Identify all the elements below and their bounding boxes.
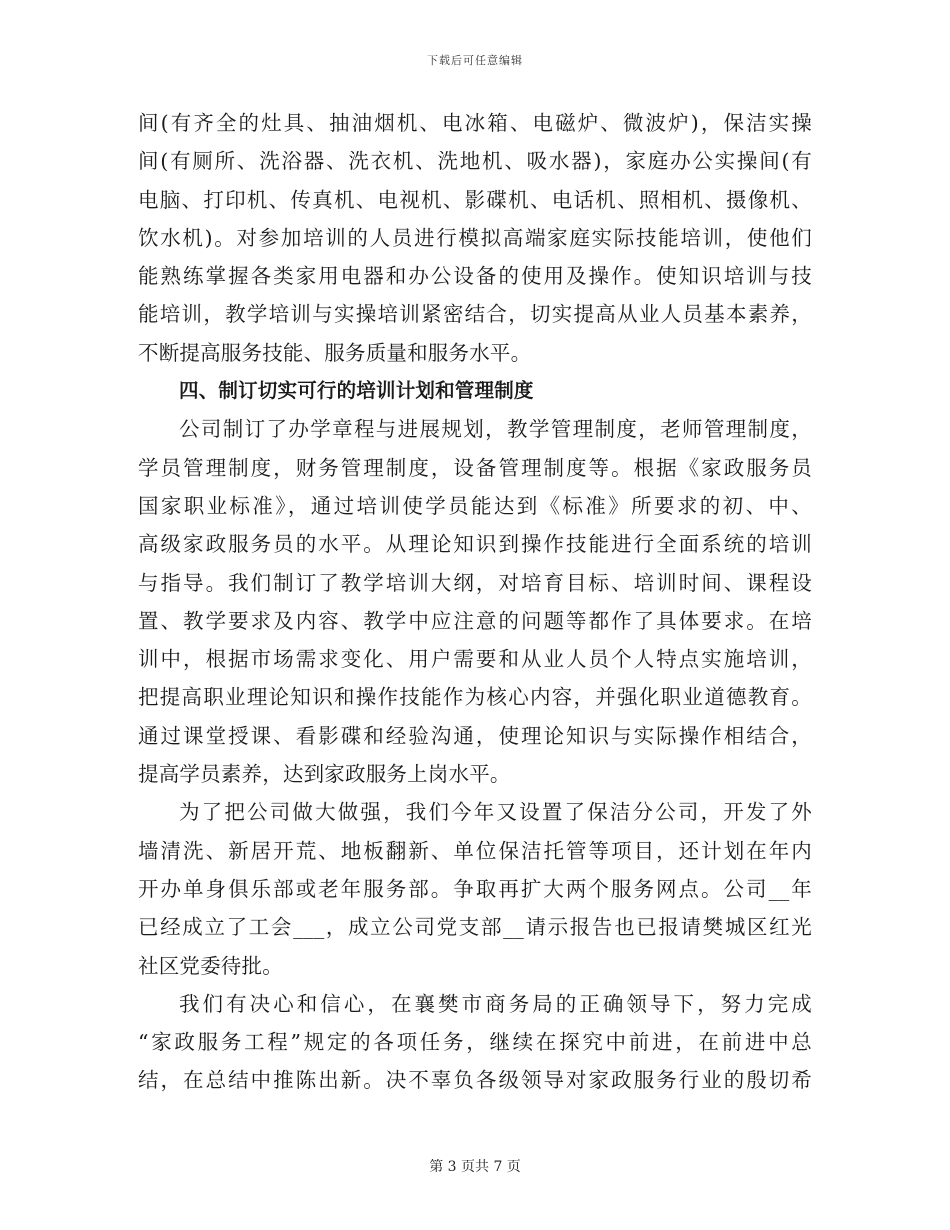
body-line: 墙清洗、新居开荒、地板翻新、单位保洁托管等项目，还计划在年内	[138, 838, 812, 863]
body-line: 结，在总结中推陈出新。决不辜负各级领导对家政服务行业的殷切希	[138, 1068, 812, 1093]
body-line: “家政服务工程”规定的各项任务，继续在探究中前进，在前进中总	[138, 1030, 812, 1055]
paragraph-first-line: 我们有决心和信心，在襄樊市商务局的正确领导下，努力完成	[179, 991, 812, 1016]
body-line: 间(有厕所、洗浴器、洗衣机、洗地机、吸水器)，家庭办公实操间(有	[138, 149, 812, 174]
page-number: 第 3 页共 7 页	[429, 1159, 521, 1175]
body-line: 电脑、打印机、传真机、电视机、影碟机、电话机、照相机、摄像机、	[138, 187, 812, 212]
body-line: 能熟练掌握各类家用电器和办公设备的使用及操作。使知识培训与技	[138, 264, 812, 289]
body-line: 学员管理制度，财务管理制度，设备管理制度等。根据《家政服务员	[138, 455, 812, 480]
body-line: 开办单身俱乐部或老年服务部。争取再扩大两个服务网点。公司__年	[138, 876, 812, 901]
body-line: 高级家政服务员的水平。从理论知识到操作技能进行全面系统的培训	[138, 532, 812, 557]
paragraph-first-line: 为了把公司做大做强，我们今年又设置了保洁分公司，开发了外	[179, 800, 812, 825]
page-header: 下载后可任意编辑	[427, 54, 523, 67]
body-line: 饮水机)。对参加培训的人员进行模拟高端家庭实际技能培训，使他们	[138, 225, 812, 250]
section-heading: 四、制订切实可行的培训计划和管理制度	[179, 379, 534, 403]
body-line: 已经成立了工会___，成立公司党支部__请示报告也已报请樊城区红光	[138, 915, 812, 940]
body-line: 把提高职业理论知识和操作技能作为核心内容，并强化职业道德教育。	[138, 685, 812, 710]
paragraph-first-line: 公司制订了办学章程与进展规划，教学管理制度，老师管理制度，	[179, 417, 812, 442]
body-line: 能培训，教学培训与实操培训紧密结合，切实提高从业人员基本素养，	[138, 302, 812, 327]
body-line: 间(有齐全的灶具、抽油烟机、电冰箱、电磁炉、微波炉)，保洁实操	[138, 111, 812, 135]
body-line: 训中，根据市场需求变化、用户需要和从业人员个人特点实施培训，	[138, 647, 812, 672]
body-line: 不断提高服务技能、服务质量和服务水平。	[138, 340, 532, 365]
body-line: 通过课堂授课、看影碟和经验沟通，使理论知识与实际操作相结合，	[138, 723, 812, 748]
body-line: 提高学员素养，达到家政服务上岗水平。	[138, 762, 511, 787]
document-body	[138, 104, 812, 1100]
body-line: 与指导。我们制订了教学培训大纲，对培育目标、培训时间、课程设	[138, 570, 812, 595]
body-line: 社区党委待批。	[138, 953, 283, 978]
body-line: 置、教学要求及内容、教学中应注意的问题等都作了具体要求。在培	[138, 608, 812, 633]
body-line: 国家职业标准》，通过培训使学员能达到《标准》所要求的初、中、	[138, 493, 812, 518]
